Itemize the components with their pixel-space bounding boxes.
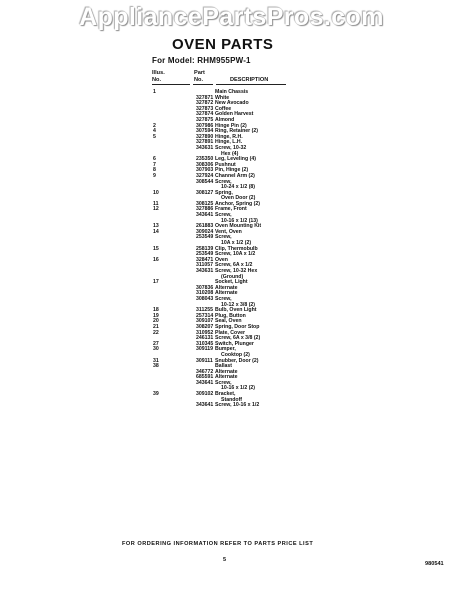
illus-number: 9 xyxy=(153,172,156,179)
illus-number: 8 xyxy=(153,167,156,174)
part-description: Bumper, xyxy=(215,346,236,353)
part-number: 257314 xyxy=(196,312,214,319)
part-number: 310208 xyxy=(196,290,214,297)
part-number: 327890 xyxy=(196,133,214,140)
part-number: 343641 xyxy=(196,379,214,386)
part-description: Seal, Oven xyxy=(215,318,242,325)
part-number: 246131 xyxy=(196,335,214,342)
part-description: Hinge, R.H. xyxy=(215,133,243,140)
part-number: 327875 xyxy=(196,116,214,123)
part-number: 327924 xyxy=(196,172,214,179)
illus-number: 13 xyxy=(153,223,159,230)
part-number: 307836 xyxy=(196,284,214,291)
part-description: Alternate xyxy=(215,374,238,381)
part-description: 10-16 x 1/2 (2) xyxy=(221,385,256,392)
part-description: Snubber, Door (2) xyxy=(215,357,259,364)
document-subtitle: For Model: RHM955PW-1 xyxy=(152,56,251,65)
part-description: Screw, xyxy=(215,295,232,302)
illus-number: 2 xyxy=(153,122,156,129)
part-description: Bulb, Oven Light xyxy=(215,307,257,314)
part-description: Coffee xyxy=(215,105,232,112)
part-number: 343631 xyxy=(196,144,214,151)
illus-number: 31 xyxy=(153,357,159,364)
column-header-part-line2: No. xyxy=(194,77,204,83)
part-number: 309119 xyxy=(196,346,214,353)
part-description: Hinge Pin (2) xyxy=(215,122,247,129)
part-description: Golden Harvest xyxy=(215,111,254,118)
part-description: Screw, xyxy=(215,212,232,219)
part-description: Screw, xyxy=(215,178,232,185)
part-description: Spring, Door Stop xyxy=(215,323,260,330)
part-description: Anchor, Spring (2) xyxy=(215,200,260,207)
column-header-illus xyxy=(152,70,165,84)
part-description: 10-12 x 3/8 (2) xyxy=(221,301,256,308)
part-description: Hex (4) xyxy=(221,150,239,157)
part-description: Pushnut xyxy=(215,161,236,168)
part-description: 10-24 x 1/2 (8) xyxy=(221,184,256,191)
illus-number: 6 xyxy=(153,156,156,163)
part-description: Spring, xyxy=(215,189,233,196)
part-number: 343641 xyxy=(196,212,214,219)
illus-number: 10 xyxy=(153,189,159,196)
part-description: Screw, 10-16 x 1/2 xyxy=(215,402,260,409)
illus-number: 15 xyxy=(153,245,159,252)
part-description: Screw, 6A x 3/8 (2) xyxy=(215,335,261,342)
illus-number: 4 xyxy=(153,128,156,135)
part-number: 327871 xyxy=(196,94,214,101)
illus-number: 14 xyxy=(153,228,159,235)
part-number: 343641 xyxy=(196,402,214,409)
part-description: Screw, 6A x 1/2 xyxy=(215,262,253,269)
part-description: Plug, Button xyxy=(215,312,246,319)
illus-number: 5 xyxy=(153,133,156,140)
document-title: OVEN PARTS xyxy=(172,36,274,53)
part-description: Frame, Front xyxy=(215,206,247,213)
part-number: 308125 xyxy=(196,200,214,207)
part-description: New Avocado xyxy=(215,100,249,107)
part-description: (Ground) xyxy=(221,273,244,280)
part-description: Ballast xyxy=(215,363,233,370)
part-description: Bracket, xyxy=(215,391,236,398)
illus-number: 22 xyxy=(153,329,159,336)
header-underline-illus xyxy=(152,84,190,85)
part-description: Clip, Thermobulb xyxy=(215,245,258,252)
part-number: 235350 xyxy=(196,156,214,163)
header-underline-part xyxy=(193,84,213,85)
part-description: Plate, Cover xyxy=(215,329,245,336)
illus-number: 1 xyxy=(153,89,156,95)
part-number: 328471 xyxy=(196,256,214,263)
document-code: 980541 xyxy=(425,561,444,567)
part-number: 311057 xyxy=(196,262,214,269)
part-description: Socket, Light xyxy=(215,279,248,286)
part-description: Main Chassis xyxy=(215,89,249,95)
part-number: 307903 xyxy=(196,167,214,174)
illus-number: 21 xyxy=(153,323,159,330)
page-number: 5 xyxy=(223,557,227,563)
part-number: 258139 xyxy=(196,245,214,252)
illus-number: 38 xyxy=(153,363,159,370)
illus-number: 7 xyxy=(153,161,156,168)
illus-number: 12 xyxy=(153,206,159,213)
part-number: 327886 xyxy=(196,206,214,213)
part-number: 308306 xyxy=(196,161,214,168)
part-description: Vent, Oven xyxy=(215,228,242,235)
column-header-illus-line2: No. xyxy=(152,77,162,83)
part-number: 308544 xyxy=(196,178,214,185)
part-number: 310952 xyxy=(196,329,214,336)
part-number: 309024 xyxy=(196,228,214,235)
watermark-banner xyxy=(0,0,463,36)
part-number: 253549 xyxy=(196,251,214,258)
column-header-part-line1: Part xyxy=(194,70,205,76)
part-number: 310345 xyxy=(196,340,214,347)
part-number: 253549 xyxy=(196,234,214,241)
part-description: 10-16 x 1/2 (13) xyxy=(221,217,258,224)
illus-number: 19 xyxy=(153,312,159,319)
part-number: 327872 xyxy=(196,100,214,107)
part-number: 685591 xyxy=(196,374,214,381)
watermark-text: AppliancePartsPros.com xyxy=(79,3,384,31)
part-description: Screw, xyxy=(215,234,232,241)
part-number: 346772 xyxy=(196,368,214,375)
illus-number: 11 xyxy=(153,200,159,207)
part-description: Hinge, L.H. xyxy=(215,139,243,146)
part-description: Alternate xyxy=(215,290,238,297)
part-number: 308127 xyxy=(196,189,214,196)
part-number: 309102 xyxy=(196,391,214,398)
part-description: Oven Mounting Kit xyxy=(215,223,262,230)
part-number: 327891 xyxy=(196,139,214,146)
part-description: Leg, Leveling (4) xyxy=(215,156,256,163)
column-header-description: DESCRIPTION xyxy=(230,77,269,83)
part-description: Ring, Retainer (2) xyxy=(215,128,258,135)
ordering-note: FOR ORDERING INFORMATION REFER TO PARTS PRICE LIST xyxy=(122,541,314,547)
part-description: Channel Arm (2) xyxy=(215,172,255,179)
parts-row xyxy=(0,403,463,409)
part-description: Alternate xyxy=(215,284,238,291)
illus-number: 18 xyxy=(153,307,159,314)
part-number: 261883 xyxy=(196,223,214,230)
illus-number: 16 xyxy=(153,256,159,263)
part-description: Almond xyxy=(215,116,235,123)
part-description: Standoff xyxy=(221,396,243,403)
part-description: Cooktop (2) xyxy=(221,351,250,358)
part-description: Screw, 10-32 xyxy=(215,144,247,151)
part-number: 311255 xyxy=(196,307,214,314)
illus-number: 17 xyxy=(153,279,159,286)
illus-number: 30 xyxy=(153,346,159,353)
part-description: Oven xyxy=(215,256,228,263)
part-description: White xyxy=(215,94,230,101)
part-number: 308207 xyxy=(196,323,214,330)
part-description: Screw, 10A x 1/2 xyxy=(215,251,256,258)
parts-list xyxy=(0,90,463,409)
part-number: 327873 xyxy=(196,105,214,112)
part-number: 307986 xyxy=(196,122,214,129)
part-description: Screw, 10-32 Hex xyxy=(215,268,258,274)
part-description: Switch, Plunger xyxy=(215,340,254,347)
part-description: Screw, xyxy=(215,379,232,386)
part-description: Alternate xyxy=(215,368,238,375)
illus-number: 27 xyxy=(153,340,159,347)
part-description: Oven Door (2) xyxy=(221,195,256,202)
column-header-part xyxy=(194,70,205,84)
part-number: 327874 xyxy=(196,111,214,118)
part-description: Pin, Hinge (2) xyxy=(215,167,249,174)
header-underline-description xyxy=(216,84,286,85)
illus-number: 39 xyxy=(153,391,159,398)
part-number: 307594 xyxy=(196,128,214,135)
illus-number: 20 xyxy=(153,318,159,325)
part-number: 343631 xyxy=(196,268,214,274)
part-number: 308043 xyxy=(196,295,214,302)
part-description: 10A x 1/2 (2) xyxy=(221,240,252,247)
part-number: 309107 xyxy=(196,318,214,325)
column-header-illus-line1: Illus. xyxy=(152,70,165,76)
part-number: 309111 xyxy=(196,357,213,364)
